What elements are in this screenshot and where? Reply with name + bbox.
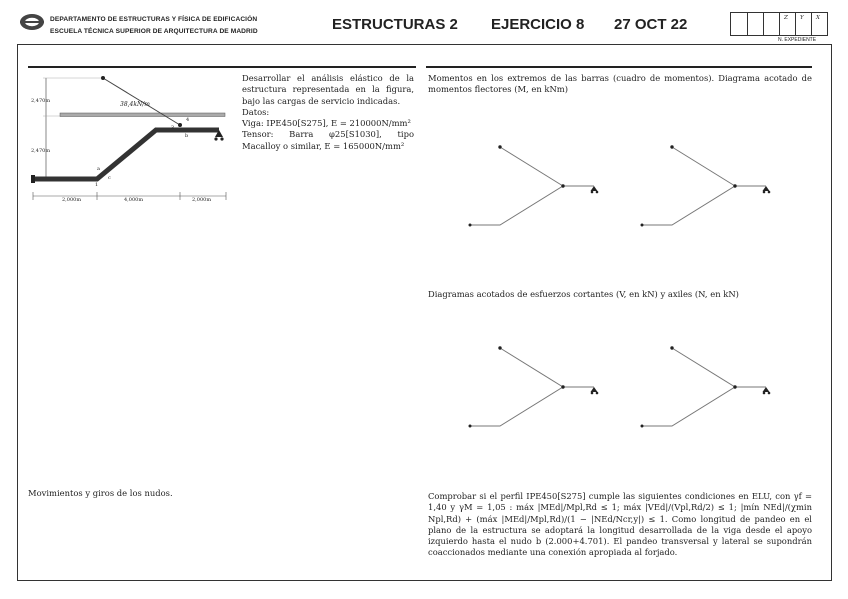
dim-top-label: 2,470m xyxy=(31,98,51,104)
statement-beam: Viga: IPE450[S275], E = 210000N/mm² xyxy=(242,118,411,129)
moment-diagram-2 xyxy=(632,142,782,232)
node-1-label: 1 xyxy=(95,182,99,188)
node-a-label: a xyxy=(97,166,100,172)
box-label-z: Z xyxy=(784,15,788,21)
dim-h3-label: 2,000m xyxy=(192,197,212,203)
node-4-label: 4 xyxy=(186,117,190,123)
problem-statement xyxy=(242,73,414,152)
moment-diagram-1 xyxy=(460,142,610,232)
expediente-box xyxy=(730,12,828,36)
right-top-rule xyxy=(426,66,812,68)
dim-h1-label: 2,000m xyxy=(62,197,82,203)
expediente-label: N. EXPEDIENTE xyxy=(778,37,817,43)
dim-bottom-label: 2,470m xyxy=(31,148,51,154)
left-top-rule xyxy=(28,66,416,68)
load-label: 38,4kN/m xyxy=(120,101,150,108)
department-logo xyxy=(19,12,45,32)
department-name: DEPARTAMENTO DE ESTRUCTURAS Y FÍSICA DE EDIFICACIÓN xyxy=(50,16,258,23)
moments-heading: Momentos en los extremos de las barras (cuadro de momentos). Diagrama acotado de momentos flectores (M, en kNm) xyxy=(428,73,812,95)
statement-data-heading: Datos: xyxy=(242,106,270,117)
shear-axial-heading: Diagramas acotados de esfuerzos cortantes (V, en kN) y axiles (N, en kN) xyxy=(428,289,739,299)
box-label-y: Y xyxy=(800,15,804,21)
exam-date: 27 OCT 22 xyxy=(614,16,688,33)
box-label-x: X xyxy=(816,15,820,21)
statement-intro: Desarrollar el análisis elástico de la estructura representada en la figura, bajo las cargas de servicio indicadas. xyxy=(242,73,414,106)
structure-figure xyxy=(30,70,235,210)
statement-tensor: Tensor: Barra φ25[S1030], tipo Macalloy o similar, E = 165000N/mm² xyxy=(242,129,414,151)
shear-diagram xyxy=(460,343,610,433)
exercise-title: EJERCICIO 8 xyxy=(491,16,585,33)
node-b-label: b xyxy=(185,133,189,139)
dim-h2-label: 4,000m xyxy=(124,197,144,203)
node-3-label: 3 xyxy=(171,125,175,131)
movements-heading: Movimientos y giros de los nudos. xyxy=(28,488,173,498)
school-name: ESCUELA TÉCNICA SUPERIOR DE ARQUITECTURA DE MADRID xyxy=(50,28,258,35)
check-statement: Comprobar si el perfil IPE450[S275] cumple las siguientes condiciones en ELU, con γf = 1,40 y γM = 1,05 : máx |MEd|/Mpl,Rd ≤ 1; máx |VEd|/(Vpl,Rd/2) ≤ 1; |mín NEd|/(χmin Npl,Rd) + (máx |MEd|/Mpl,Rd)/(1 − |NEd/Ncr,y|) ≤ 1. Como longitud de pandeo en el plano de la estructura se adoptará la longitud desarrollada de la viga desde el apoyo izquierdo hasta el nudo b (2.000+4.701). El pandeo transversal y lateral se supondrán coaccionados mediante una conexión apropiada al forjado. xyxy=(428,491,812,558)
course-title: ESTRUCTURAS 2 xyxy=(332,16,458,33)
axial-diagram xyxy=(632,343,782,433)
node-c-label: c xyxy=(108,175,111,181)
